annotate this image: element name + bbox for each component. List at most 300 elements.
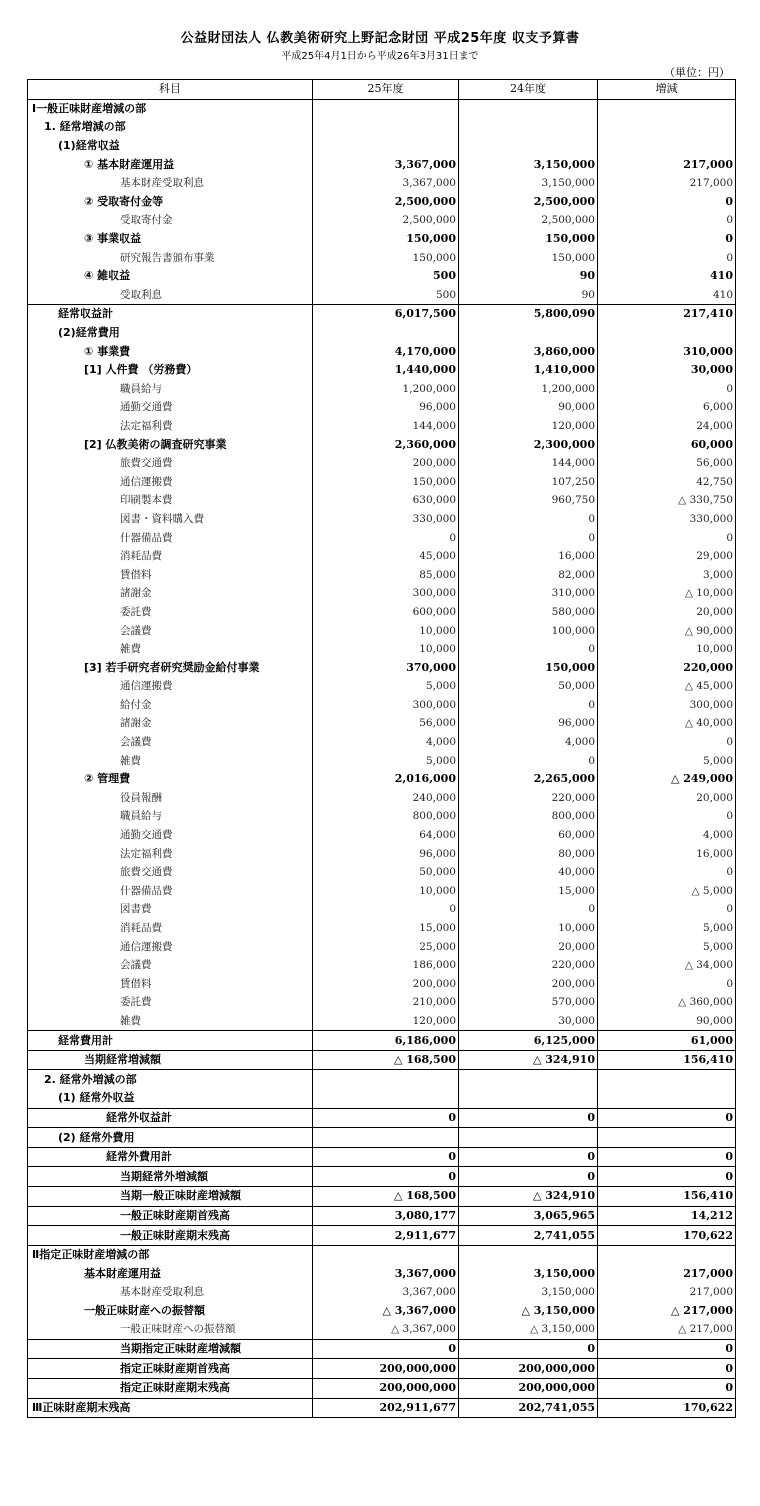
row-label: 通勤交通費: [28, 826, 313, 845]
value-change: 5,000: [598, 919, 736, 938]
value-change: 10,000: [598, 640, 736, 659]
value-fy25: 800,000: [313, 807, 459, 826]
value-fy24: 202,741,055: [459, 1398, 598, 1418]
column-header-fy25: 25年度: [313, 80, 459, 100]
row-label: 1. 経常増減の部: [28, 118, 313, 137]
row-label: [2] 仏教美術の調査研究事業: [28, 435, 313, 454]
value-fy25: 500: [313, 267, 459, 286]
table-row: [28, 882, 736, 901]
value-fy25: 6,017,500: [313, 305, 459, 324]
unit-note: （単位：円）: [664, 66, 730, 79]
table-row: [28, 118, 736, 137]
table-body: [28, 99, 736, 1418]
value-fy24: 150,000: [459, 230, 598, 249]
table-row: [28, 1245, 736, 1264]
row-label: 消耗品費: [28, 547, 313, 566]
row-label: 指定正味財産期末残高: [28, 1378, 313, 1398]
table-row: [28, 789, 736, 808]
value-fy25: [313, 1128, 459, 1148]
table-row: [28, 956, 736, 975]
table-row: [28, 417, 736, 436]
table-row: [28, 1050, 736, 1070]
table-row: [28, 137, 736, 156]
value-fy24: △ 3,150,000: [459, 1320, 598, 1339]
value-fy24: 0: [459, 900, 598, 919]
value-change: [598, 1070, 736, 1089]
value-change: △ 217,000: [598, 1320, 736, 1339]
value-fy25: 5,000: [313, 751, 459, 770]
value-change: 4,000: [598, 826, 736, 845]
row-label: 2. 経常外増減の部: [28, 1070, 313, 1089]
row-label: 諸謝金: [28, 584, 313, 603]
value-fy25: 10,000: [313, 640, 459, 659]
value-change: 5,000: [598, 937, 736, 956]
value-change: 0: [598, 900, 736, 919]
value-change: 0: [598, 248, 736, 267]
value-fy25: 120,000: [313, 1012, 459, 1031]
table-row: [28, 603, 736, 622]
value-fy24: 40,000: [459, 863, 598, 882]
row-label: 消耗品費: [28, 919, 313, 938]
table-row: [28, 1147, 736, 1167]
value-fy25: [313, 137, 459, 156]
value-fy25: 150,000: [313, 248, 459, 267]
value-fy24: 220,000: [459, 789, 598, 808]
value-fy25: 5,000: [313, 677, 459, 696]
value-fy25: 2,500,000: [313, 193, 459, 212]
value-fy24: [459, 1245, 598, 1264]
value-change: 0: [598, 975, 736, 994]
value-change: △ 217,000: [598, 1302, 736, 1321]
value-fy24: 80,000: [459, 844, 598, 863]
value-change: 300,000: [598, 696, 736, 715]
value-change: 0: [598, 1378, 736, 1398]
value-change: △ 5,000: [598, 882, 736, 901]
value-change: 0: [598, 733, 736, 752]
value-change: 217,000: [598, 1283, 736, 1302]
value-fy25: 300,000: [313, 584, 459, 603]
value-change: △ 330,750: [598, 491, 736, 510]
value-change: 16,000: [598, 844, 736, 863]
value-change: △ 45,000: [598, 677, 736, 696]
table-row: [28, 1089, 736, 1108]
table-row: [28, 714, 736, 733]
value-fy24: 20,000: [459, 937, 598, 956]
row-label: 指定正味財産期首残高: [28, 1359, 313, 1379]
table-row: [28, 1226, 736, 1246]
value-fy25: 85,000: [313, 565, 459, 584]
value-fy25: 630,000: [313, 491, 459, 510]
value-fy24: 1,200,000: [459, 380, 598, 399]
table-row: [28, 640, 736, 659]
row-label: Ⅲ正味財産期末残高: [28, 1398, 313, 1418]
row-label: 職員給与: [28, 807, 313, 826]
row-label: 受取利息: [28, 286, 313, 305]
value-fy25: 1,440,000: [313, 361, 459, 380]
value-fy24: [459, 137, 598, 156]
table-row: [28, 1339, 736, 1359]
value-change: 410: [598, 267, 736, 286]
value-change: △ 34,000: [598, 956, 736, 975]
table-row: [28, 1128, 736, 1148]
value-fy25: 200,000: [313, 975, 459, 994]
column-header-change: 増減: [598, 80, 736, 100]
table-row: [28, 919, 736, 938]
table-row: [28, 267, 736, 286]
value-fy24: 960,750: [459, 491, 598, 510]
value-fy25: 330,000: [313, 510, 459, 529]
value-fy25: 2,016,000: [313, 770, 459, 789]
table-row: [28, 975, 736, 994]
value-change: [598, 118, 736, 137]
value-fy25: 240,000: [313, 789, 459, 808]
value-fy24: 4,000: [459, 733, 598, 752]
row-label: ② 管理費: [28, 770, 313, 789]
row-label: 法定福利費: [28, 417, 313, 436]
value-change: 217,410: [598, 305, 736, 324]
table-row: [28, 324, 736, 343]
value-change: [598, 1089, 736, 1108]
row-label: 経常収益計: [28, 305, 313, 324]
value-fy25: 3,367,000: [313, 1283, 459, 1302]
table-row: [28, 770, 736, 789]
value-fy24: 200,000,000: [459, 1378, 598, 1398]
table-row: [28, 1378, 736, 1398]
row-label: (1) 経常外収益: [28, 1089, 313, 1108]
table-header-row: [28, 80, 736, 100]
row-label: 什器備品費: [28, 882, 313, 901]
value-change: 0: [598, 1339, 736, 1359]
value-fy24: [459, 99, 598, 118]
table-row: [28, 807, 736, 826]
value-change: 170,622: [598, 1398, 736, 1418]
value-fy24: 90: [459, 267, 598, 286]
value-fy25: 3,367,000: [313, 1264, 459, 1283]
value-fy24: 50,000: [459, 677, 598, 696]
row-label: 賃借料: [28, 975, 313, 994]
value-change: 217,000: [598, 1264, 736, 1283]
row-label: 委託費: [28, 603, 313, 622]
table-row: [28, 211, 736, 230]
value-fy24: 2,500,000: [459, 193, 598, 212]
value-fy25: 0: [313, 1147, 459, 1167]
value-change: 217,000: [598, 174, 736, 193]
table-row: [28, 99, 736, 118]
value-fy24: 0: [459, 751, 598, 770]
row-label: 図書・資料購入費: [28, 510, 313, 529]
value-fy25: 202,911,677: [313, 1398, 459, 1418]
value-change: 170,622: [598, 1226, 736, 1246]
row-label: 旅費交通費: [28, 454, 313, 473]
table-row: [28, 584, 736, 603]
table-row: [28, 937, 736, 956]
value-change: 56,000: [598, 454, 736, 473]
table-row: [28, 696, 736, 715]
row-label: 当期経常外増減額: [28, 1167, 313, 1187]
period-subtitle: 平成25年4月1日から平成26年3月31日まで: [281, 51, 479, 62]
row-label: ① 基本財産運用益: [28, 155, 313, 174]
value-fy24: △ 324,910: [459, 1187, 598, 1207]
value-fy24: 30,000: [459, 1012, 598, 1031]
value-fy24: 0: [459, 640, 598, 659]
value-fy24: 0: [459, 1339, 598, 1359]
row-label: 会議費: [28, 621, 313, 640]
value-fy24: 800,000: [459, 807, 598, 826]
value-change: 0: [598, 528, 736, 547]
table-row: [28, 398, 736, 417]
table-row: [28, 1187, 736, 1207]
table-row: [28, 491, 736, 510]
value-change: 42,750: [598, 472, 736, 491]
table-row: [28, 547, 736, 566]
value-fy25: [313, 118, 459, 137]
value-fy25: 3,367,000: [313, 155, 459, 174]
row-label: 経常外費用計: [28, 1147, 313, 1167]
value-fy24: 3,860,000: [459, 342, 598, 361]
value-fy25: 96,000: [313, 398, 459, 417]
value-fy24: 107,250: [459, 472, 598, 491]
value-fy25: [313, 99, 459, 118]
table-row: [28, 751, 736, 770]
row-label: (2) 経常外費用: [28, 1128, 313, 1148]
row-label: 職員給与: [28, 380, 313, 399]
value-change: 0: [598, 230, 736, 249]
row-label: 研究報告書頒布事業: [28, 248, 313, 267]
value-fy25: 45,000: [313, 547, 459, 566]
value-fy24: △ 3,150,000: [459, 1302, 598, 1321]
table-row: [28, 1012, 736, 1031]
value-fy25: 300,000: [313, 696, 459, 715]
value-fy24: 3,150,000: [459, 1283, 598, 1302]
value-change: 0: [598, 1108, 736, 1128]
value-change: 310,000: [598, 342, 736, 361]
table-row: [28, 621, 736, 640]
table-row: [28, 1206, 736, 1226]
value-fy24: [459, 118, 598, 137]
table-row: [28, 844, 736, 863]
value-change: 0: [598, 1359, 736, 1379]
value-change: 6,000: [598, 398, 736, 417]
column-header-account: 科目: [28, 80, 313, 100]
row-label: [1] 人件費 （労務費）: [28, 361, 313, 380]
value-fy25: △ 168,500: [313, 1050, 459, 1070]
row-label: 通信運搬費: [28, 677, 313, 696]
value-fy24: 100,000: [459, 621, 598, 640]
row-label: 当期指定正味財産増減額: [28, 1339, 313, 1359]
value-fy25: 200,000,000: [313, 1359, 459, 1379]
row-label: ② 受取寄付金等: [28, 193, 313, 212]
row-label: 会議費: [28, 733, 313, 752]
value-fy24: 0: [459, 510, 598, 529]
value-fy25: △ 3,367,000: [313, 1320, 459, 1339]
value-change: 156,410: [598, 1050, 736, 1070]
value-fy24: 1,410,000: [459, 361, 598, 380]
value-fy24: 310,000: [459, 584, 598, 603]
row-label: 当期経常増減額: [28, 1050, 313, 1070]
value-fy25: [313, 1089, 459, 1108]
row-label: 経常外収益計: [28, 1108, 313, 1128]
value-fy24: 150,000: [459, 658, 598, 677]
table-row: [28, 510, 736, 529]
value-fy25: 150,000: [313, 472, 459, 491]
value-fy25: 1,200,000: [313, 380, 459, 399]
row-label: 法定福利費: [28, 844, 313, 863]
value-change: [598, 99, 736, 118]
value-fy24: 3,150,000: [459, 1264, 598, 1283]
value-fy24: 0: [459, 1108, 598, 1128]
row-label: 図書費: [28, 900, 313, 919]
value-fy25: [313, 324, 459, 343]
value-change: 14,212: [598, 1206, 736, 1226]
value-fy25: 25,000: [313, 937, 459, 956]
row-label: 一般正味財産への振替額: [28, 1320, 313, 1339]
row-label: 什器備品費: [28, 528, 313, 547]
row-label: 一般正味財産への振替額: [28, 1302, 313, 1321]
value-fy24: 0: [459, 528, 598, 547]
value-change: △ 40,000: [598, 714, 736, 733]
value-fy25: 2,911,677: [313, 1226, 459, 1246]
row-label: 一般正味財産期首残高: [28, 1206, 313, 1226]
value-fy24: [459, 1089, 598, 1108]
table-row: [28, 248, 736, 267]
row-label: (2)経常費用: [28, 324, 313, 343]
table-row: [28, 658, 736, 677]
row-label: 一般正味財産期末残高: [28, 1226, 313, 1246]
row-label: ① 事業費: [28, 342, 313, 361]
table-row: [28, 1283, 736, 1302]
value-fy25: 144,000: [313, 417, 459, 436]
row-label: 印刷製本費: [28, 491, 313, 510]
value-change: [598, 324, 736, 343]
table-row: [28, 863, 736, 882]
value-change: △ 90,000: [598, 621, 736, 640]
row-label: 会議費: [28, 956, 313, 975]
value-fy25: 600,000: [313, 603, 459, 622]
table-row: [28, 230, 736, 249]
value-change: 90,000: [598, 1012, 736, 1031]
value-fy24: 150,000: [459, 248, 598, 267]
row-label: 雑費: [28, 1012, 313, 1031]
value-fy25: 0: [313, 900, 459, 919]
row-label: 役員報酬: [28, 789, 313, 808]
table-row: [28, 1398, 736, 1418]
table-row: [28, 193, 736, 212]
value-change: 29,000: [598, 547, 736, 566]
table-row: [28, 993, 736, 1012]
value-fy25: 4,170,000: [313, 342, 459, 361]
value-change: 156,410: [598, 1187, 736, 1207]
table-row: [28, 565, 736, 584]
table-row: [28, 733, 736, 752]
row-label: 経常費用計: [28, 1031, 313, 1051]
table-row: [28, 1359, 736, 1379]
value-fy24: 200,000,000: [459, 1359, 598, 1379]
value-fy25: 370,000: [313, 658, 459, 677]
value-fy24: 580,000: [459, 603, 598, 622]
value-fy24: 200,000: [459, 975, 598, 994]
value-fy25: 150,000: [313, 230, 459, 249]
table-row: [28, 286, 736, 305]
row-label: 諸謝金: [28, 714, 313, 733]
value-fy25: 500: [313, 286, 459, 305]
value-change: 217,000: [598, 155, 736, 174]
value-fy24: 3,065,965: [459, 1206, 598, 1226]
value-fy24: 5,800,090: [459, 305, 598, 324]
value-fy25: 15,000: [313, 919, 459, 938]
value-fy25: 10,000: [313, 882, 459, 901]
value-fy25: [313, 1245, 459, 1264]
table-row: [28, 528, 736, 547]
value-fy25: △ 3,367,000: [313, 1302, 459, 1321]
row-label: 通勤交通費: [28, 398, 313, 417]
value-fy24: △ 324,910: [459, 1050, 598, 1070]
row-label: 通信運搬費: [28, 472, 313, 491]
value-fy25: 10,000: [313, 621, 459, 640]
value-fy24: 2,265,000: [459, 770, 598, 789]
value-change: [598, 1245, 736, 1264]
budget-table: [27, 79, 736, 1418]
value-fy24: [459, 1070, 598, 1089]
value-fy24: 6,125,000: [459, 1031, 598, 1051]
value-change: 60,000: [598, 435, 736, 454]
table-row: [28, 155, 736, 174]
value-fy24: 120,000: [459, 417, 598, 436]
row-label: 基本財産運用益: [28, 1264, 313, 1283]
value-fy25: 50,000: [313, 863, 459, 882]
value-fy24: 144,000: [459, 454, 598, 473]
table-row: [28, 305, 736, 324]
row-label: 旅費交通費: [28, 863, 313, 882]
value-fy24: 0: [459, 1147, 598, 1167]
table-row: [28, 454, 736, 473]
value-change: 410: [598, 286, 736, 305]
table-row: [28, 342, 736, 361]
table-row: [28, 1167, 736, 1187]
value-change: 61,000: [598, 1031, 736, 1051]
value-fy25: 3,367,000: [313, 174, 459, 193]
row-label: 委託費: [28, 993, 313, 1012]
value-fy25: 210,000: [313, 993, 459, 1012]
row-label: 給付金: [28, 696, 313, 715]
value-fy24: 570,000: [459, 993, 598, 1012]
value-fy24: [459, 1128, 598, 1148]
value-change: △ 10,000: [598, 584, 736, 603]
value-fy24: 3,150,000: [459, 174, 598, 193]
value-fy25: 200,000: [313, 454, 459, 473]
value-change: 0: [598, 1167, 736, 1187]
value-change: 30,000: [598, 361, 736, 380]
column-header-fy24: 24年度: [459, 80, 598, 100]
row-label: 基本財産受取利息: [28, 1283, 313, 1302]
table-row: [28, 1264, 736, 1283]
value-change: 0: [598, 863, 736, 882]
value-fy25: 4,000: [313, 733, 459, 752]
value-fy24: 82,000: [459, 565, 598, 584]
value-fy24: 2,500,000: [459, 211, 598, 230]
value-change: 24,000: [598, 417, 736, 436]
table-row: [28, 1031, 736, 1051]
table-row: [28, 1302, 736, 1321]
table-row: [28, 380, 736, 399]
value-change: △ 360,000: [598, 993, 736, 1012]
document-title: 公益財団法人 仏教美術研究上野記念財団 平成25年度 収支予算書: [180, 31, 580, 46]
row-label: Ⅰ一般正味財産増減の部: [28, 99, 313, 118]
value-fy24: 96,000: [459, 714, 598, 733]
row-label: (1)経常収益: [28, 137, 313, 156]
value-change: 220,000: [598, 658, 736, 677]
row-label: ④ 雑収益: [28, 267, 313, 286]
value-change: 3,000: [598, 565, 736, 584]
